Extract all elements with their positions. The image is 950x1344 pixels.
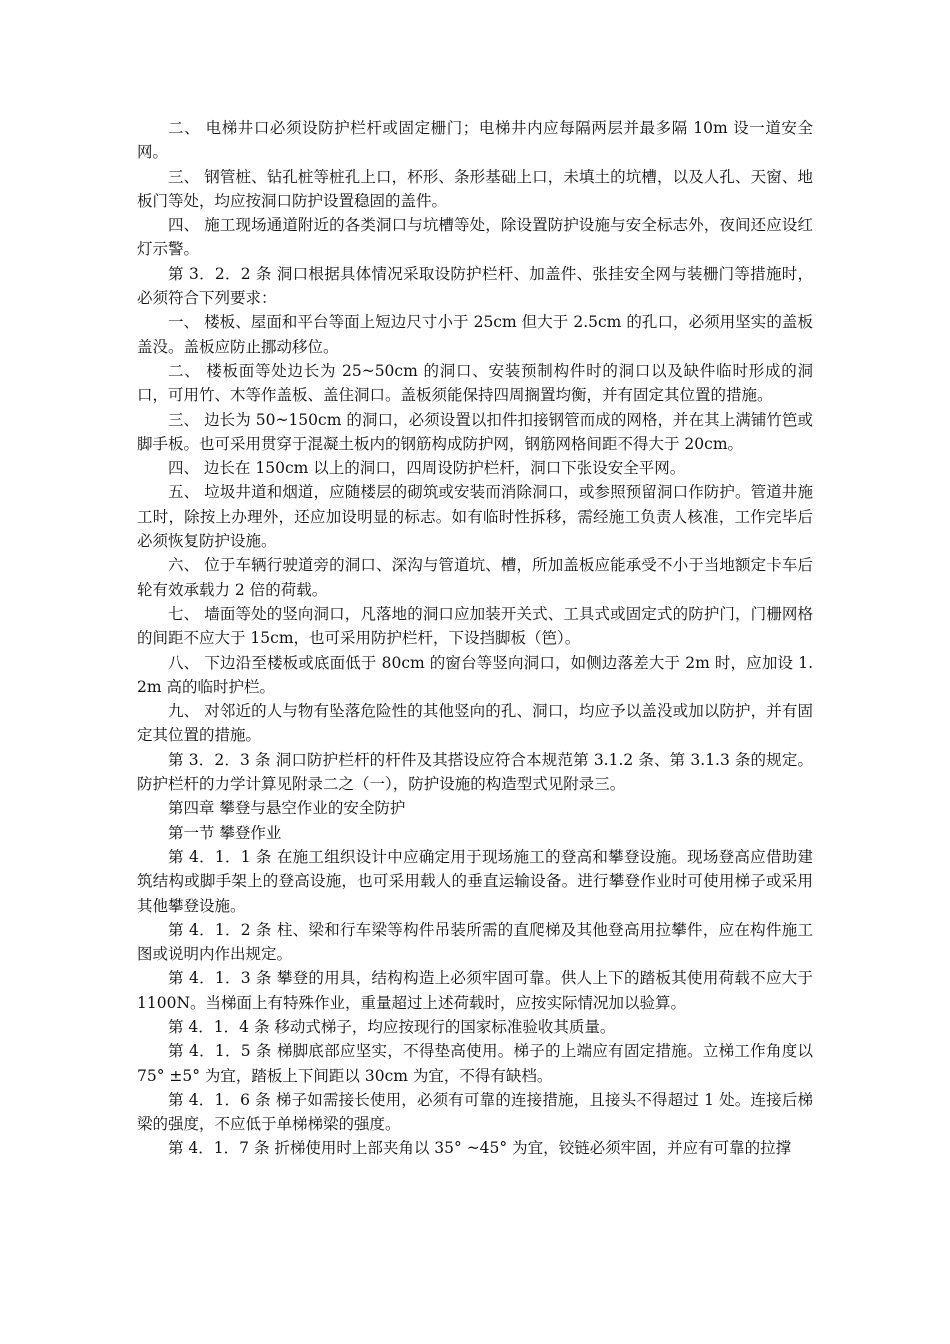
paragraph-item-9: 九、 对邻近的人与物有坠落危险性的其他竖向的孔、洞口，均应予以盖没或加以防护，并有固定其位置的措施。 xyxy=(137,702,813,745)
paragraph-elevator-shaft: 二、 电梯井口必须设防护栏杆或固定栅门；电梯井内应每隔两层并最多隔 10m 设一道安全网。 xyxy=(137,119,813,162)
chapter-heading: 第四章 攀登与悬空作业的安全防护 xyxy=(168,799,406,818)
paragraph-item-6: 六、 位于车辆行驶道旁的洞口、深沟与管道坑、槽，所加盖板应能承受不小于当地额定卡车后轮有效承载力 2 倍的荷载。 xyxy=(137,556,813,599)
paragraph-article-4-1-7: 第 4．1．7 条 折梯使用时上部夹角以 35° ~45° 为宜，铰链必须牢固，并应有可靠的拉撑 xyxy=(168,1139,792,1158)
paragraph-item-5: 五、 垃圾井道和烟道，应随楼层的砌筑或安装而消除洞口，或参照预留洞口作防护。管道井施工时，除按上办理外，还应加设明显的标志。如有临时性拆移，需经施工负责人核准，工作完毕后必须恢复防护设施。 xyxy=(137,483,813,551)
paragraph-item-8: 八、 下边沿至楼板或底面低于 80cm 的窗台等竖向洞口，如侧边落差大于 2m 时，应加设 1.2m 高的临时护栏。 xyxy=(137,653,813,696)
paragraph-item-2: 二、 楼板面等处边长为 25~50cm 的洞口、安装预制构件时的洞口以及缺件临时形成的洞口，可用竹、木等作盖板、盖住洞口。盖板须能保持四周搁置均衡，并有固定其位置的措施。 xyxy=(137,361,813,405)
paragraph-article-4-1-2: 第 4．1．2 条 柱、梁和行车梁等构件吊装所需的直爬梯及其他登高用拉攀件，应在构件施工图或说明内作出规定。 xyxy=(137,920,813,964)
paragraph-article-3-2-2: 第 3．2．2 条 洞口根据具体情况采取设防护栏杆、加盖件、张挂安全网与装栅门等措施时，必须符合下列要求： xyxy=(137,264,813,308)
paragraph-passage-openings: 四、 施工现场通道附近的各类洞口与坑槽等处，除设置防护设施与安全标志外，夜间还应设红灯示警。 xyxy=(137,216,813,259)
paragraph-item-4: 四、 边长在 150cm 以上的洞口，四周设防护栏杆，洞口下张设安全平网。 xyxy=(168,459,686,478)
paragraph-pile-holes: 三、 钢管桩、钻孔桩等桩孔上口，杯形、条形基础上口，未填土的坑槽，以及人孔、天窗、地板门等处，均应按洞口防护设置稳固的盖件。 xyxy=(137,167,813,210)
document-body xyxy=(137,116,813,1161)
paragraph-item-1: 一、 楼板、屋面和平台等面上短边尺寸小于 25cm 但大于 2.5cm 的孔口，必须用坚实的盖板盖没。盖板应防止挪动移位。 xyxy=(137,313,813,356)
paragraph-article-4-1-1: 第 4．1．1 条 在施工组织设计中应确定用于现场施工的登高和攀登设施。现场登高应借助建筑结构或脚手架上的登高设施，也可采用载人的垂直运输设备。进行攀登作业时可使用梯子或采用其他攀登设施。 xyxy=(137,847,813,915)
paragraph-article-4-1-5: 第 4．1．5 条 梯脚底部应坚实，不得垫高使用。梯子的上端应有固定措施。立梯工作角度以 75° ±5° 为宜，踏板上下间距以 30cm 为宜，不得有缺档。 xyxy=(137,1042,813,1085)
paragraph-item-3: 三、 边长为 50~150cm 的洞口，必须设置以扣件扣接钢管而成的网格，并在其上满铺竹笆或脚手板。也可采用贯穿于混凝土板内的钢筋构成防护网，钢筋网格间距不得大于 20cm。 xyxy=(137,410,813,453)
paragraph-article-4-1-6: 第 4．1．6 条 梯子如需接长使用，必须有可靠的连接措施，且接头不得超过 1 处。连接后梯梁的强度，不应低于单梯梯梁的强度。 xyxy=(137,1090,813,1134)
paragraph-article-3-2-3: 第 3．2．3 条 洞口防护栏杆的杆件及其搭设应符合本规范第 3.1.2 条、第 3.1.3 条的规定。防护栏杆的力学计算见附录二之（一），防护设施的构造型式见附录三。 xyxy=(137,750,813,794)
paragraph-article-4-1-4: 第 4．1．4 条 移动式梯子，均应按现行的国家标准验收其质量。 xyxy=(168,1017,616,1036)
paragraph-article-4-1-3: 第 4．1．3 条 攀登的用具，结构构造上必须牢固可靠。供人上下的踏板其使用荷载不应大于 1100N。当梯面上有特殊作业，重量超过上述荷载时，应按实际情况加以验算。 xyxy=(137,969,813,1012)
section-heading: 第一节 攀登作业 xyxy=(168,823,282,842)
paragraph-item-7: 七、 墙面等处的竖向洞口，凡落地的洞口应加装开关式、工具式或固定式的防护门，门栅网格的间距不应大于 15cm，也可采用防护栏杆，下设挡脚板（笆）。 xyxy=(137,604,813,648)
